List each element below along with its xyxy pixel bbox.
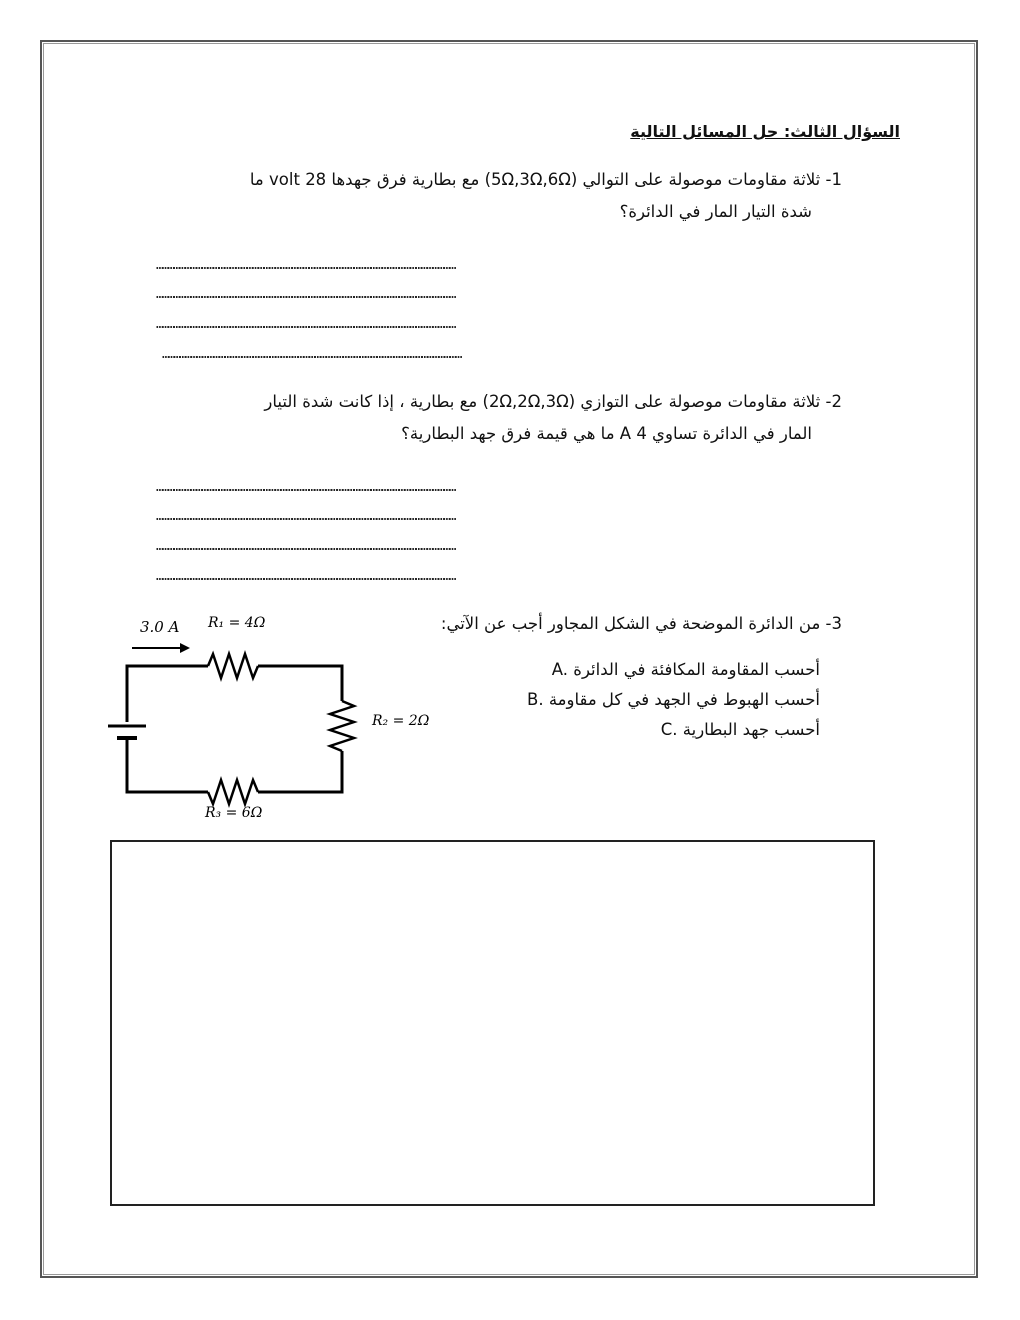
resistor-r1 [208,654,258,678]
resistor-r2 [330,701,354,751]
r1-label: R₁ = 4Ω [208,615,266,631]
question-1-line-1 [250,170,842,189]
answer-line[interactable]: …………………………………………………………………………………………………………………………………………… [156,287,455,302]
question-3-item-a: A. أحسب المقاومة المكافئة في الدائرة [551,660,820,679]
wire-right-bottom [258,751,342,792]
question-2-text: ثلاثة مقاومات موصولة على التوازي (2Ω,2Ω,3Ω) مع بطارية ، إذا كانت شدة التيار [264,392,821,411]
wire-top-left [127,666,208,722]
question-3-number: 3- [825,614,842,633]
question-2-line-1 [264,392,842,411]
question-1-text: ثلاثة مقاومات موصولة على التوالي (5Ω,3Ω,6Ω) مع بطارية فرق جهدها 28 volt ما [249,170,821,189]
question-3-item-b: B. أحسب الهبوط في الجهد في كل مقاومة [527,690,820,709]
answer-line[interactable]: …………………………………………………………………………………………………………………………………………… [156,258,455,273]
answer-box[interactable] [110,840,875,1206]
wire-top-right [258,666,342,701]
question-3-line-1 [441,614,842,633]
resistor-r3 [208,780,258,804]
answer-line[interactable]: …………………………………………………………………………………………………………………………………………… [156,480,455,495]
question-3-text: من الدائرة الموضحة في الشكل المجاور أجب عن الآتي: [440,614,821,633]
answer-line[interactable]: …………………………………………………………………………………………………………………………………………… [162,347,461,362]
question-3-item-c: C. أحسب جهد البطارية [660,720,820,739]
answer-line[interactable]: …………………………………………………………………………………………………………………………………………… [156,539,455,554]
r2-label: R₂ = 2Ω [372,713,430,729]
r3-label: R₃ = 6Ω [205,805,263,821]
question-1-number: 1- [825,170,842,189]
answer-line[interactable]: …………………………………………………………………………………………………………………………………………… [156,509,455,524]
circuit-diagram [100,605,460,830]
current-label: 3.0 A [140,618,180,636]
wire-bottom-left [127,740,208,792]
question-2-line-2: المار في الدائرة تساوي A 4 ما هي قيمة فرق جهد البطارية؟ [401,424,812,443]
answer-line[interactable]: …………………………………………………………………………………………………………………………………………… [156,317,455,332]
question-2-number: 2- [825,392,842,411]
current-arrow-head [180,643,190,653]
answer-line[interactable]: …………………………………………………………………………………………………………………………………………… [156,569,455,584]
question-1-line-2: شدة التيار المار في الدائرة؟ [619,202,812,221]
section-title: السؤال الثالث: حل المسائل التالية [630,122,900,141]
